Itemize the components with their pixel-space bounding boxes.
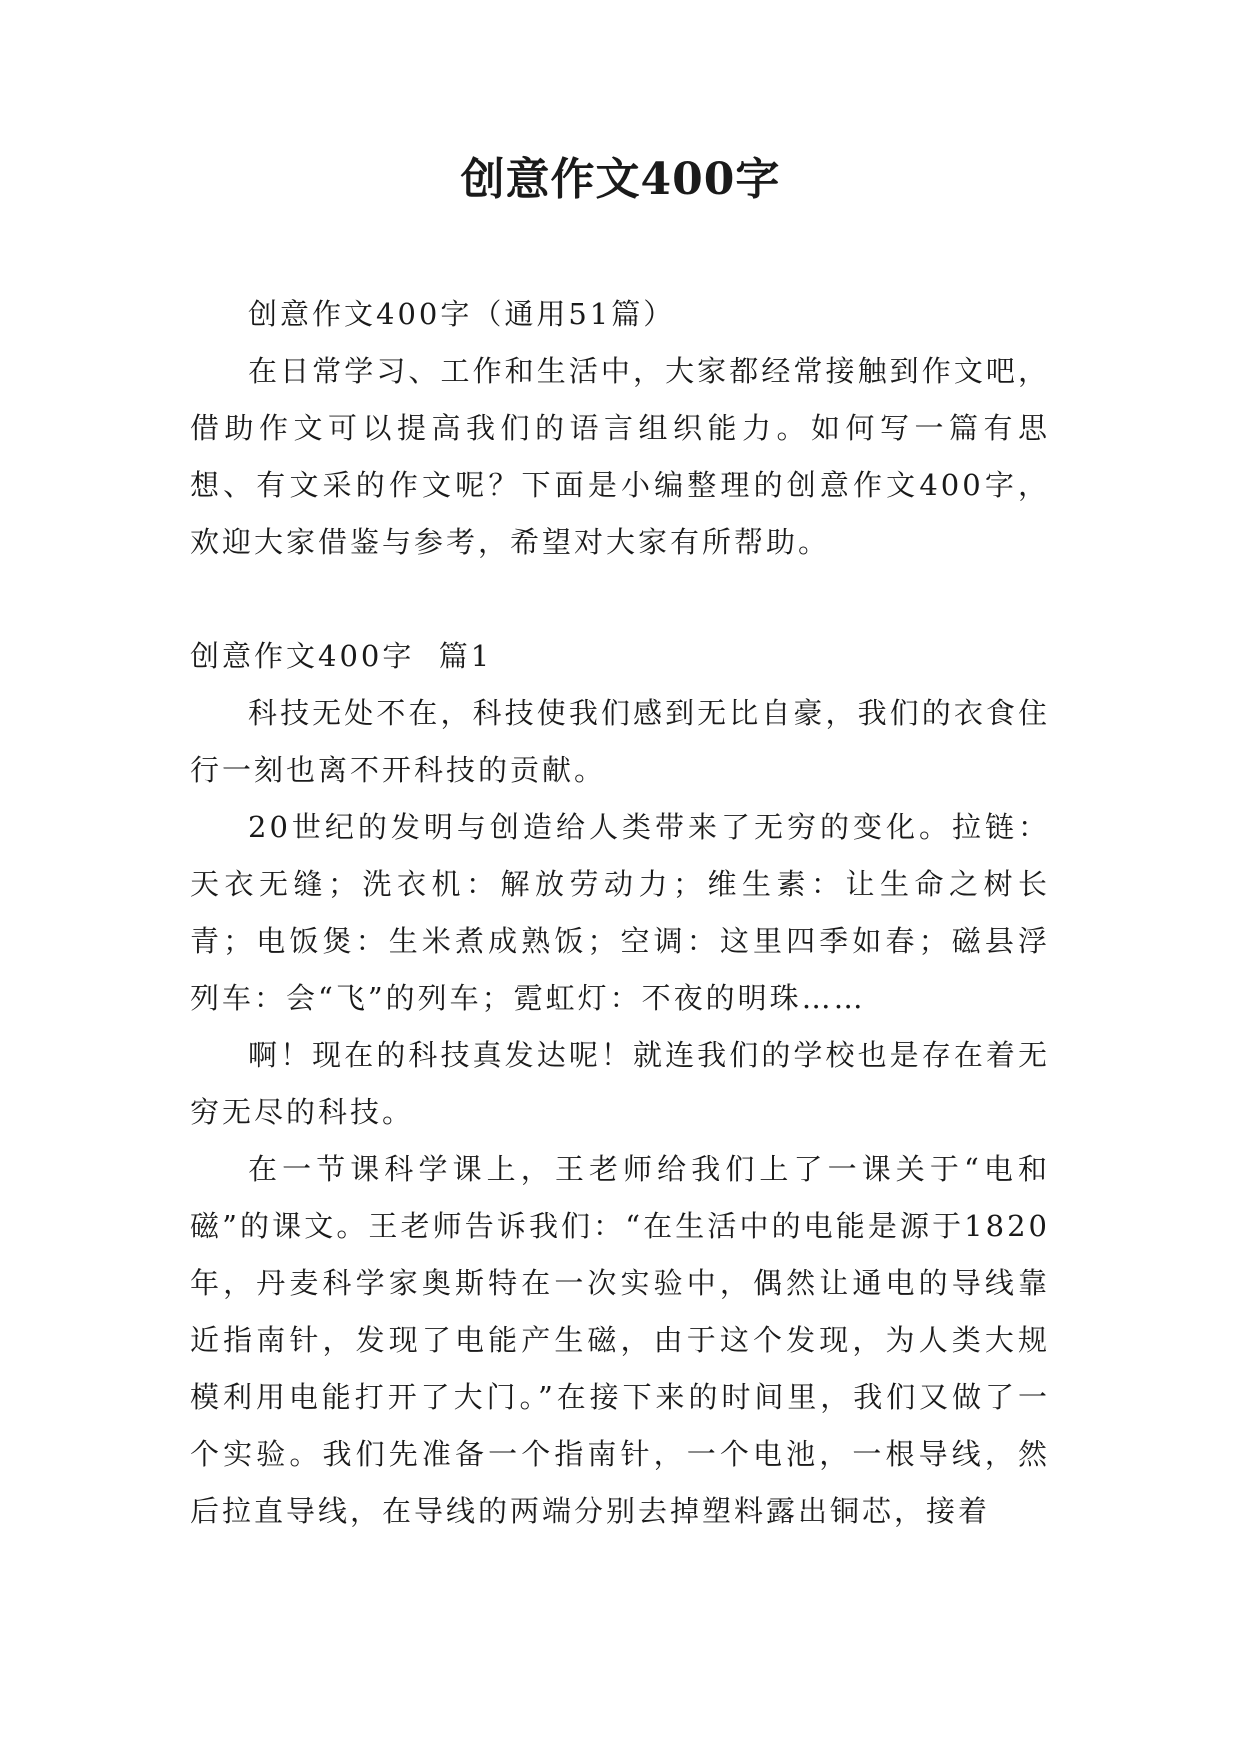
section-heading: 创意作文400字 篇1 xyxy=(190,639,493,673)
body-paragraph: 啊！现在的科技真发达呢！就连我们的学校也是存在着无穷无尽的科技。 xyxy=(190,1038,1050,1129)
document-body xyxy=(190,286,1050,1540)
body-paragraph: 在一节课科学课上，王老师给我们上了一课关于“电和磁”的课文。王老师告诉我们：“在生活中的电能是源于1820年，丹麦科学家奥斯特在一次实验中，偶然让通电的导线靠近指南针，发现了电能产生磁，由于这个发现，为人类大规模利用电能打开了大门。”在接下来的时间里，我们又做了一个实验。我们先准备一个指南针，一个电池，一根导线，然后拉直导线，在导线的两端分别去掉塑料露出铜芯，接着 xyxy=(190,1152,1050,1528)
body-paragraph: 20世纪的发明与创造给人类带来了无穷的变化。拉链：天衣无缝；洗衣机：解放劳动力；维生素：让生命之树长青；电饭煲：生米煮成熟饭；空调：这里四季如春；磁县浮列车：会“飞”的列车；霓虹灯：不夜的明珠…… xyxy=(190,810,1050,1015)
document-title: 创意作文400字 xyxy=(460,154,781,205)
intro-paragraph: 在日常学习、工作和生活中，大家都经常接触到作文吧，借助作文可以提高我们的语言组织能力。如何写一篇有思想、有文采的作文呢？下面是小编整理的创意作文400字，欢迎大家借鉴与参考，希望对大家有所帮助。 xyxy=(190,354,1050,559)
body-paragraph: 科技无处不在，科技使我们感到无比自豪，我们的衣食住行一刻也离不开科技的贡献。 xyxy=(190,696,1050,787)
intro-subtitle: 创意作文400字（通用51篇） xyxy=(248,297,676,331)
